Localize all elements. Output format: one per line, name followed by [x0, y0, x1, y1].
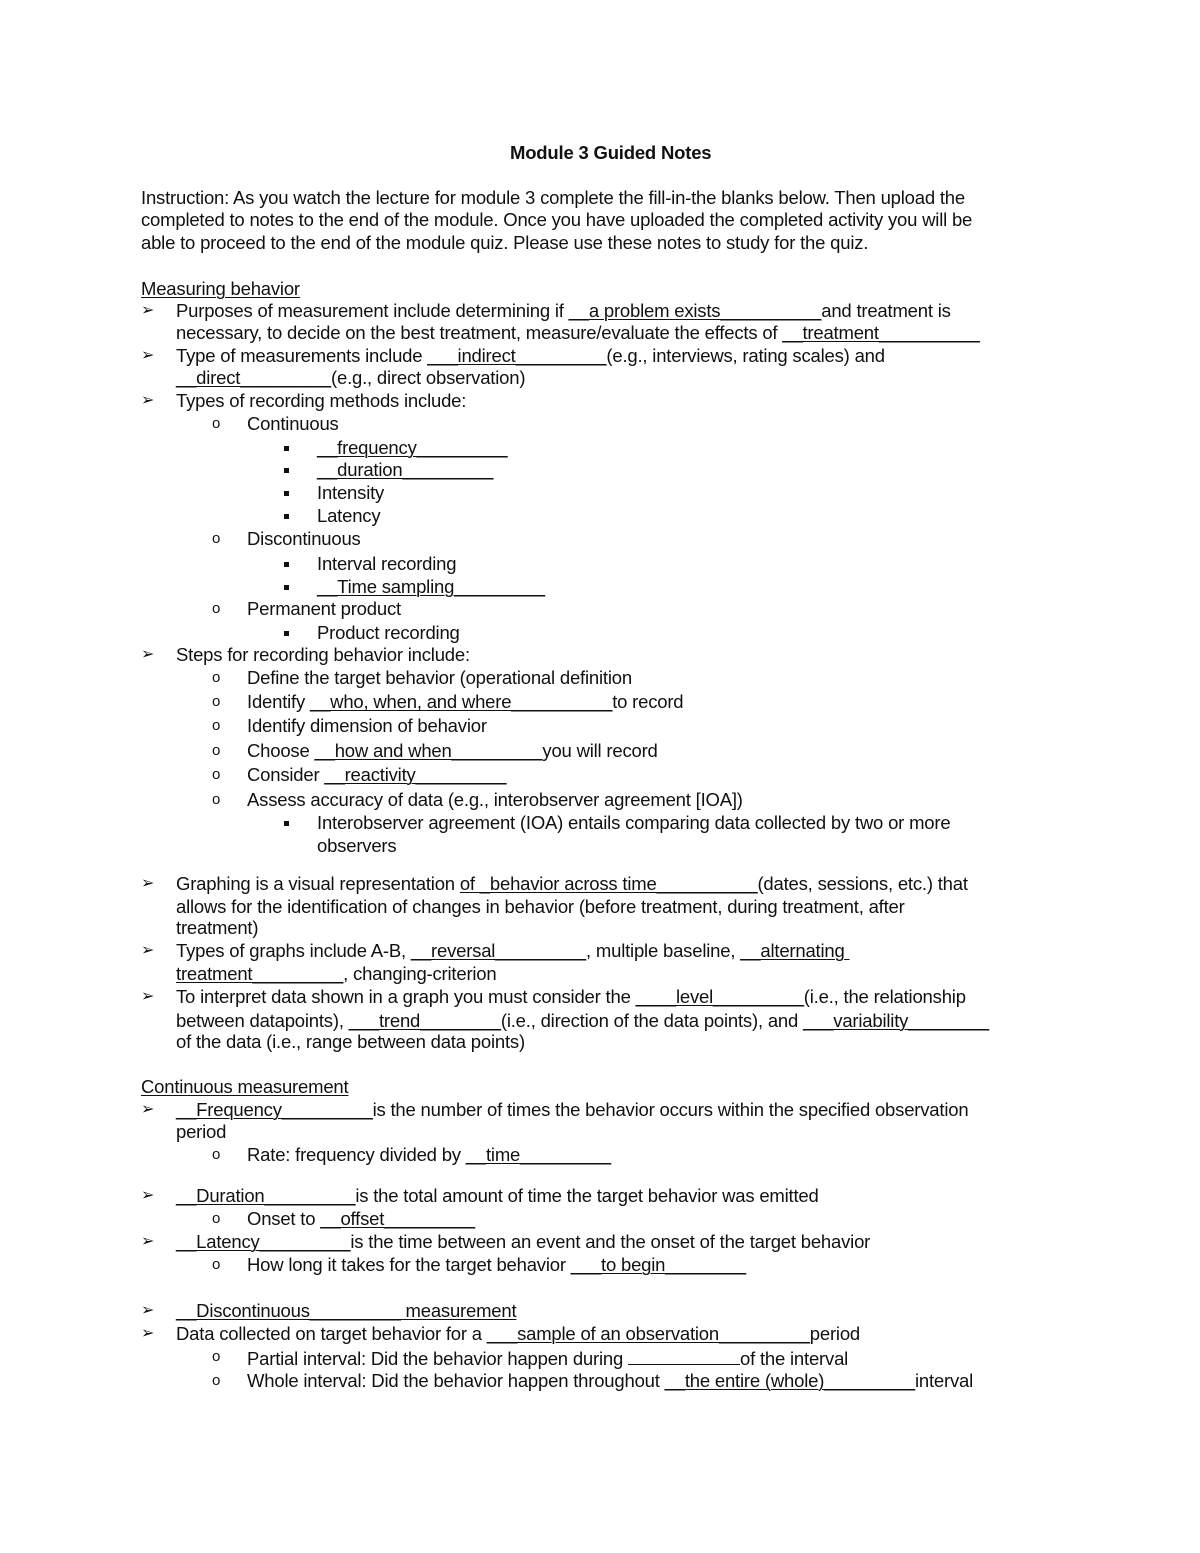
circle-bullet-icon: o	[212, 766, 221, 783]
square-bullet-icon	[284, 821, 289, 826]
step-choose: Choose __how and when_________you will record	[247, 740, 658, 761]
types-line-1: Type of measurements include ___indirect_________(e.g., interviews, rating scales) and	[176, 345, 885, 366]
step-dimension: Identify dimension of behavior	[247, 715, 487, 736]
arrow-bullet-icon: ➢	[141, 1187, 155, 1204]
circle-bullet-icon: o	[212, 600, 221, 617]
circle-bullet-icon: o	[212, 530, 221, 547]
square-bullet-icon	[284, 585, 289, 590]
whole-interval-line: Whole interval: Did the behavior happen throughout __the entire (whole)_________interval	[247, 1370, 973, 1391]
step-define: Define the target behavior (operational definition	[247, 667, 632, 688]
latency-line: __Latency_________is the time between an event and the onset of the target behavior	[176, 1231, 871, 1252]
method-permanent: Permanent product	[247, 598, 401, 619]
answer-time-sampling: __Time sampling_________	[317, 576, 545, 597]
rate-line: Rate: frequency divided by __time_________	[247, 1144, 611, 1165]
square-bullet-icon	[284, 468, 289, 473]
answer-variability: ___variability________	[803, 1010, 989, 1031]
answer-time: __time_________	[465, 1144, 611, 1165]
answer-frequency-def: __Frequency_________	[176, 1099, 373, 1120]
empty-blank	[628, 1346, 740, 1365]
graphing-line-3: treatment)	[176, 917, 259, 938]
frequency-line-2: period	[176, 1121, 227, 1142]
answer-duration-def: __Duration_________	[176, 1185, 356, 1206]
answer-who-when-where: __who, when, and where__________	[310, 691, 613, 712]
arrow-bullet-icon: ➢	[141, 1325, 155, 1342]
method-discontinuous: Discontinuous	[247, 528, 361, 549]
arrow-bullet-icon: ➢	[141, 392, 155, 409]
answer-to-begin: ___to begin________	[570, 1254, 746, 1275]
answer-problem-exists: __a problem exists__________	[568, 300, 822, 321]
answer-frequency: __frequency_________	[317, 437, 508, 458]
step-consider: Consider __reactivity_________	[247, 764, 507, 785]
method-continuous: Continuous	[247, 413, 339, 434]
arrow-bullet-icon: ➢	[141, 347, 155, 364]
method-interval: Interval recording	[317, 553, 457, 574]
answer-direct: __direct_________	[176, 367, 332, 388]
answer-offset: __offset_________	[320, 1208, 475, 1229]
graphing-line-1: Graphing is a visual representation of _behavior across time__________(dates, sessions, etc.) that	[176, 873, 968, 894]
circle-bullet-icon: o	[212, 693, 221, 710]
square-bullet-icon	[284, 562, 289, 567]
square-bullet-icon	[284, 631, 289, 636]
graph-types-line-1: Types of graphs include A-B, __reversal_________, multiple baseline, __alternating	[176, 940, 850, 961]
purposes-line-1: Purposes of measurement include determining if __a problem exists__________and treatment is	[176, 300, 951, 321]
square-bullet-icon	[284, 514, 289, 519]
circle-bullet-icon: o	[212, 669, 221, 686]
instruction-line-2: completed to notes to the end of the module. Once you have uploaded the completed activity you will be	[141, 209, 973, 230]
instruction-line-1: Instruction: As you watch the lecture for module 3 complete the fill-in-the blanks below. Then upload the	[141, 187, 965, 208]
method-latency: Latency	[317, 505, 381, 526]
types-line-2: __direct_________(e.g., direct observation)	[176, 367, 526, 388]
answer-entire-whole: __the entire (whole)_________	[664, 1370, 915, 1391]
circle-bullet-icon: o	[212, 742, 221, 759]
answer-duration: __duration_________	[317, 459, 494, 480]
arrow-bullet-icon: ➢	[141, 988, 155, 1005]
arrow-bullet-icon: ➢	[141, 875, 155, 892]
step-assess: Assess accuracy of data (e.g., interobserver agreement [IOA])	[247, 789, 743, 810]
circle-bullet-icon: o	[212, 1146, 221, 1163]
answer-indirect: ___indirect_________	[427, 345, 607, 366]
frequency-line-1: __Frequency_________is the number of times the behavior occurs within the specified observation	[176, 1099, 969, 1120]
step-identify: Identify __who, when, and where__________to record	[247, 691, 684, 712]
arrow-bullet-icon: ➢	[141, 646, 155, 663]
section-heading-measuring: Measuring behavior	[141, 278, 300, 299]
answer-latency-def: __Latency_________	[176, 1231, 351, 1252]
onset-line: Onset to __offset_________	[247, 1208, 475, 1229]
arrow-bullet-icon: ➢	[141, 1302, 155, 1319]
answer-discontinuous-measurement: __Discontinuous_________ measurement	[176, 1300, 517, 1321]
circle-bullet-icon: o	[212, 1210, 221, 1227]
section-heading-continuous: Continuous measurement	[141, 1076, 349, 1097]
how-long-line: How long it takes for the target behavior ___to begin________	[247, 1254, 746, 1275]
answer-level: ____level_________	[635, 986, 804, 1007]
circle-bullet-icon: o	[212, 1256, 221, 1273]
method-intensity: Intensity	[317, 482, 385, 503]
answer-reversal: __reversal_________	[410, 940, 587, 961]
arrow-bullet-icon: ➢	[141, 1233, 155, 1250]
purposes-line-2: necessary, to decide on the best treatment, measure/evaluate the effects of __treatment__________	[176, 322, 980, 343]
answer-treatment: __treatment__________	[782, 322, 980, 343]
answer-alternating-treatment: treatment_________	[176, 963, 344, 984]
circle-bullet-icon: o	[212, 1348, 221, 1365]
interpret-line-1: To interpret data shown in a graph you must consider the ____level_________(i.e., the relationship	[176, 986, 966, 1007]
arrow-bullet-icon: ➢	[141, 1101, 155, 1118]
square-bullet-icon	[284, 491, 289, 496]
methods-intro: Types of recording methods include:	[176, 390, 467, 411]
answer-sample: ___sample of an observation_________	[486, 1323, 810, 1344]
answer-how-and-when: __how and when_________	[314, 740, 543, 761]
ioa-line-2: observers	[317, 835, 397, 856]
circle-bullet-icon: o	[212, 717, 221, 734]
answer-reactivity: __reactivity_________	[324, 764, 507, 785]
square-bullet-icon	[284, 446, 289, 451]
duration-line: __Duration_________is the total amount of time the target behavior was emitted	[176, 1185, 819, 1206]
ioa-line-1: Interobserver agreement (IOA) entails comparing data collected by two or more	[317, 812, 951, 833]
arrow-bullet-icon: ➢	[141, 942, 155, 959]
method-product: Product recording	[317, 622, 460, 643]
graph-types-line-2: treatment_________, changing-criterion	[176, 963, 497, 984]
circle-bullet-icon: o	[212, 791, 221, 808]
partial-interval-line: Partial interval: Did the behavior happen during of the interval	[247, 1348, 849, 1369]
interpret-line-3: of the data (i.e., range between data points)	[176, 1031, 525, 1052]
steps-intro: Steps for recording behavior include:	[176, 644, 470, 665]
page-title: Module 3 Guided Notes	[510, 142, 712, 163]
interpret-line-2: between datapoints), ___trend________(i.e., direction of the data points), and ___variability________	[176, 1010, 989, 1031]
data-collected-line: Data collected on target behavior for a ___sample of an observation_________period	[176, 1323, 861, 1344]
answer-alternating: __alternating	[740, 940, 850, 961]
answer-trend: ___trend________	[348, 1010, 501, 1031]
circle-bullet-icon: o	[212, 1372, 221, 1389]
circle-bullet-icon: o	[212, 415, 221, 432]
answer-behavior-across-time: of _behavior across time__________	[459, 873, 758, 894]
graphing-line-2: allows for the identification of changes in behavior (before treatment, during treatment, after	[176, 896, 905, 917]
arrow-bullet-icon: ➢	[141, 302, 155, 319]
instruction-line-3: able to proceed to the end of the module quiz. Please use these notes to study for the quiz.	[141, 232, 869, 253]
